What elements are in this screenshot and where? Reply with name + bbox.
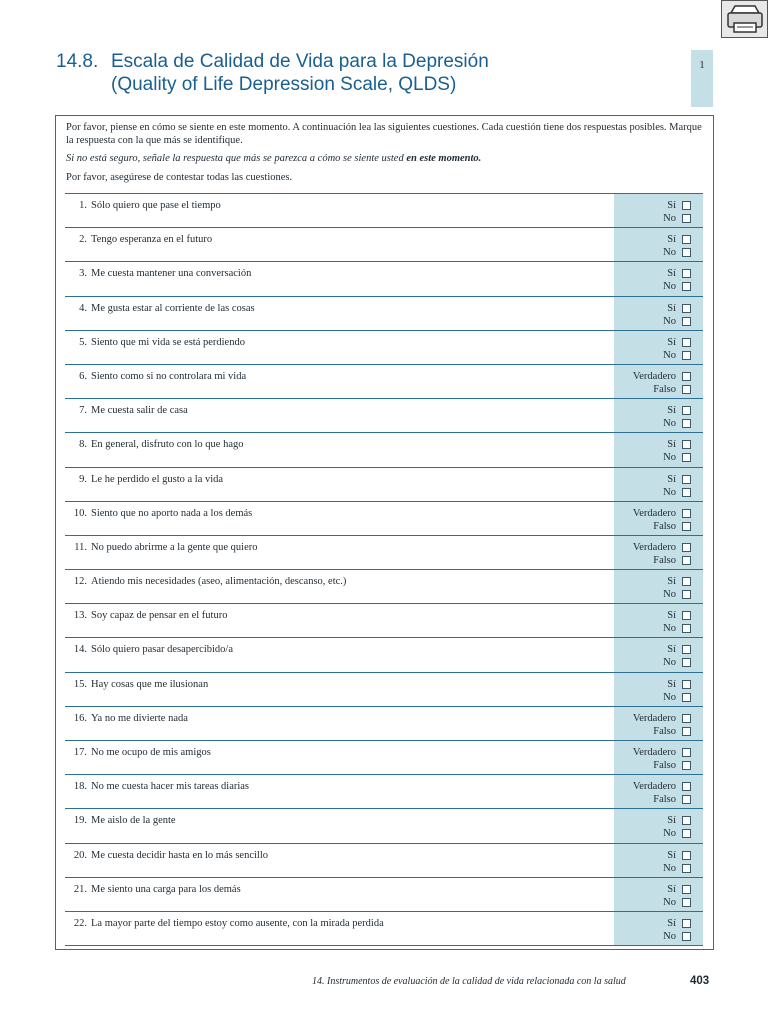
question-text [65, 200, 613, 212]
question-text [65, 747, 613, 759]
answer-cell [614, 228, 703, 261]
option-a-label: Sí [667, 268, 676, 280]
printer-icon [725, 3, 765, 35]
question-number: 21. [73, 883, 87, 895]
question-number: 4. [79, 302, 87, 314]
checkbox[interactable] [682, 851, 691, 860]
question-label: Siento como si no controlara mi vida [91, 370, 247, 382]
checkbox[interactable] [682, 282, 691, 291]
answer-option-a[interactable] [614, 780, 691, 793]
answer-cell [614, 194, 703, 227]
question-label: Me gusta estar al corriente de las cosas [91, 302, 255, 314]
option-a-label: Verdadero [632, 507, 676, 519]
option-a-label: Sí [667, 234, 676, 246]
checkbox[interactable] [682, 761, 691, 770]
option-a-label: Sí [667, 644, 676, 656]
question-number: 14. [73, 644, 87, 656]
question-row [65, 399, 703, 433]
checkbox[interactable] [682, 680, 691, 689]
question-text [65, 576, 613, 588]
checkbox[interactable] [682, 829, 691, 838]
answer-option-a[interactable] [614, 541, 691, 554]
page-number: 403 [690, 975, 710, 987]
option-b-label: No [663, 281, 676, 293]
option-b-label: Falso [653, 725, 676, 737]
answer-option-b[interactable] [614, 315, 691, 328]
answer-option-b[interactable] [614, 280, 691, 293]
question-text [65, 542, 613, 554]
question-label: Me aislo de la gente [91, 815, 176, 827]
answer-cell [614, 741, 703, 774]
question-label: No me cuesta hacer mis tareas diarias [91, 781, 250, 793]
option-b-label: No [663, 589, 676, 601]
question-number: 18. [73, 781, 87, 793]
answer-option-b[interactable] [614, 827, 691, 840]
question-label: No puedo abrirme a la gente que quiero [91, 541, 258, 553]
option-b-label: No [663, 896, 676, 908]
answer-option-a[interactable] [614, 199, 691, 212]
question-number: 3. [79, 268, 87, 280]
answer-option-a[interactable] [614, 267, 691, 280]
answer-option-b[interactable] [614, 862, 691, 875]
checkbox[interactable] [682, 214, 691, 223]
question-text [65, 610, 613, 622]
checkbox[interactable] [682, 727, 691, 736]
question-row [65, 262, 703, 296]
answer-option-b[interactable] [614, 656, 691, 669]
answer-option-a[interactable] [614, 643, 691, 656]
question-row [65, 741, 703, 775]
option-b-label: No [663, 623, 676, 635]
option-b-label: No [663, 862, 676, 874]
question-row [65, 707, 703, 741]
question-text [65, 508, 613, 520]
answer-option-b[interactable] [614, 417, 691, 430]
checkbox[interactable] [682, 748, 691, 757]
question-number: 15. [73, 678, 87, 690]
answer-option-b[interactable] [614, 896, 691, 909]
option-b-label: No [663, 828, 676, 840]
answer-cell [614, 297, 703, 330]
answer-option-a[interactable] [614, 370, 691, 383]
option-b-label: No [663, 486, 676, 498]
answer-option-a[interactable] [614, 609, 691, 622]
title-line-1: Escala de Calidad de Vida para la Depresión [111, 51, 489, 72]
option-a-label: Sí [667, 336, 676, 348]
question-number: 22. [73, 917, 87, 929]
question-row [65, 468, 703, 502]
checkbox[interactable] [682, 488, 691, 497]
answer-option-a[interactable] [614, 849, 691, 862]
checkbox[interactable] [682, 864, 691, 873]
question-row [65, 638, 703, 672]
option-b-label: No [663, 691, 676, 703]
answer-option-b[interactable] [614, 759, 691, 772]
question-row [65, 912, 703, 946]
answer-cell [614, 775, 703, 808]
answer-cell [614, 399, 703, 432]
option-a-label: Sí [667, 439, 676, 451]
question-label: La mayor parte del tiempo estoy como ausente, con la mirada perdida [91, 917, 384, 929]
section-number: 14.8. [56, 51, 99, 72]
question-label: Sólo quiero que pase el tiempo [91, 200, 221, 211]
answer-cell [614, 844, 703, 877]
option-b-label: Falso [653, 554, 676, 566]
option-b-label: Falso [653, 794, 676, 806]
answer-option-b[interactable] [614, 212, 691, 225]
option-a-label: Verdadero [632, 370, 676, 382]
answer-option-b[interactable] [614, 520, 691, 533]
question-row [65, 673, 703, 707]
question-text [65, 679, 613, 691]
question-number: 16. [73, 712, 87, 724]
question-label: Atiendo mis necesidades (aseo, alimentación, descanso, etc.) [91, 576, 347, 588]
question-text [65, 850, 613, 862]
checkbox[interactable] [682, 509, 691, 518]
question-text [65, 815, 613, 827]
checkbox[interactable] [682, 885, 691, 894]
question-table [65, 193, 703, 946]
checkbox[interactable] [682, 453, 691, 462]
question-row [65, 331, 703, 365]
option-a-label: Sí [667, 200, 676, 211]
instructions-p2: Si no está seguro, señale la respuesta que más se parezca a cómo se siente usted en este momento. [66, 153, 482, 164]
option-b-label: No [663, 349, 676, 361]
question-number: 20. [73, 849, 87, 861]
instructions-p1: Por favor, piense en cómo se siente en este momento. A continuación lea las siguientes cuestiones. Cada cuestión tiene dos respuestas posibles. Marque la respuesta con la que más se identifique. [66, 122, 702, 146]
instructions [66, 122, 706, 190]
answer-option-b[interactable] [614, 246, 691, 259]
option-a-label: Sí [667, 302, 676, 314]
checkbox[interactable] [682, 816, 691, 825]
question-row [65, 365, 703, 399]
checkbox[interactable] [682, 201, 691, 210]
question-number: 10. [73, 507, 87, 519]
option-b-label: Falso [653, 760, 676, 771]
answer-option-b[interactable] [614, 349, 691, 362]
answer-option-b[interactable] [614, 554, 691, 567]
answer-cell [614, 707, 703, 740]
checkbox[interactable] [682, 714, 691, 723]
checkbox[interactable] [682, 577, 691, 586]
title-line-2: (Quality of Life Depression Scale, QLDS) [111, 74, 457, 95]
option-a-label: Sí [667, 917, 676, 929]
question-label: Siento que mi vida se está perdiendo [91, 336, 245, 348]
question-label: Me cuesta salir de casa [91, 405, 188, 417]
question-row [65, 878, 703, 912]
answer-cell [614, 673, 703, 706]
checkbox[interactable] [682, 372, 691, 381]
answer-cell [614, 878, 703, 911]
answer-option-a[interactable] [614, 233, 691, 246]
print-button[interactable] [721, 0, 768, 38]
checkbox[interactable] [682, 543, 691, 552]
answer-cell [614, 262, 703, 295]
question-text [65, 337, 613, 349]
option-a-label: Verdadero [632, 541, 676, 553]
question-row [65, 570, 703, 604]
checkbox[interactable] [682, 919, 691, 928]
option-a-label: Sí [667, 849, 676, 861]
checkbox[interactable] [682, 248, 691, 257]
checkbox[interactable] [682, 932, 691, 941]
answer-option-a[interactable] [614, 712, 691, 725]
answer-cell [614, 604, 703, 637]
option-a-label: Sí [667, 610, 676, 622]
question-number: 5. [79, 336, 87, 348]
question-number: 11. [74, 541, 87, 553]
checkbox[interactable] [682, 351, 691, 360]
answer-option-a[interactable] [614, 883, 691, 896]
question-text [65, 918, 613, 930]
page-tab: 1 [691, 50, 713, 107]
answer-option-b[interactable] [614, 486, 691, 499]
question-number: 8. [79, 439, 87, 451]
question-number: 13. [73, 610, 87, 622]
question-row [65, 536, 703, 570]
instructions-p3: Por favor, asegúrese de contestar todas las cuestiones. [66, 171, 293, 183]
answer-option-b[interactable] [614, 725, 691, 738]
answer-option-b[interactable] [614, 588, 691, 601]
question-label: Le he perdido el gusto a la vida [91, 473, 224, 485]
checkbox[interactable] [682, 440, 691, 449]
option-a-label: Sí [667, 883, 676, 895]
question-text [65, 371, 613, 383]
option-b-label: No [663, 452, 676, 464]
question-row [65, 228, 703, 262]
question-label: Tengo esperanza en el futuro [91, 234, 213, 246]
question-text [65, 884, 613, 896]
checkbox[interactable] [682, 419, 691, 428]
answer-option-b[interactable] [614, 622, 691, 635]
checkbox[interactable] [682, 304, 691, 313]
option-a-label: Sí [667, 405, 676, 417]
question-text [65, 713, 613, 725]
checkbox[interactable] [682, 898, 691, 907]
answer-cell [614, 912, 703, 945]
answer-cell [614, 536, 703, 569]
question-number: 9. [79, 473, 87, 485]
question-label: Siento que no aporto nada a los demás [91, 507, 253, 519]
question-text [65, 644, 613, 656]
checkbox[interactable] [682, 693, 691, 702]
checkbox[interactable] [682, 658, 691, 667]
checkbox[interactable] [682, 317, 691, 326]
checkbox[interactable] [682, 590, 691, 599]
checkbox[interactable] [682, 406, 691, 415]
answer-cell [614, 468, 703, 501]
question-text [65, 781, 613, 793]
answer-option-a[interactable] [614, 814, 691, 827]
answer-option-a[interactable] [614, 302, 691, 315]
answer-option-a[interactable] [614, 473, 691, 486]
checkbox[interactable] [682, 235, 691, 244]
question-row [65, 433, 703, 467]
option-a-label: Sí [667, 576, 676, 588]
page-title [56, 50, 489, 96]
question-number: 7. [79, 405, 87, 417]
question-number: 19. [73, 815, 87, 827]
question-text [65, 474, 613, 486]
question-number: 17. [73, 747, 87, 758]
question-text [65, 439, 613, 451]
answer-option-a[interactable] [614, 404, 691, 417]
checkbox[interactable] [682, 624, 691, 633]
checkbox[interactable] [682, 795, 691, 804]
answer-option-b[interactable] [614, 691, 691, 704]
answer-cell [614, 365, 703, 398]
question-text [65, 405, 613, 417]
question-number: 1. [79, 200, 87, 211]
question-row [65, 775, 703, 809]
question-row [65, 194, 703, 228]
checkbox[interactable] [682, 645, 691, 654]
question-label: Sólo quiero pasar desapercibido/a [91, 644, 233, 656]
question-text [65, 268, 613, 280]
option-a-label: Sí [667, 815, 676, 827]
answer-option-a[interactable] [614, 507, 691, 520]
checkbox[interactable] [682, 782, 691, 791]
option-b-label: Falso [653, 383, 676, 395]
option-b-label: Falso [653, 520, 676, 532]
option-b-label: No [663, 930, 676, 942]
question-row [65, 844, 703, 878]
question-number: 2. [79, 234, 87, 246]
answer-cell [614, 502, 703, 535]
checkbox[interactable] [682, 385, 691, 394]
question-label: No me ocupo de mis amigos [91, 747, 211, 758]
question-row [65, 604, 703, 638]
question-number: 12. [73, 576, 87, 588]
question-label: Hay cosas que me ilusionan [91, 678, 209, 690]
answer-cell [614, 638, 703, 671]
checkbox[interactable] [682, 338, 691, 347]
checkbox[interactable] [682, 556, 691, 565]
answer-option-a[interactable] [614, 678, 691, 691]
answer-option-b[interactable] [614, 793, 691, 806]
answer-cell [614, 570, 703, 603]
answer-option-b[interactable] [614, 383, 691, 396]
question-label: Me siento una carga para los demás [91, 883, 241, 895]
question-label: Me cuesta decidir hasta en lo más sencillo [91, 849, 268, 861]
option-b-label: No [663, 657, 676, 669]
option-b-label: No [663, 213, 676, 224]
question-label: Soy capaz de pensar en el futuro [91, 610, 228, 622]
option-b-label: No [663, 247, 676, 259]
option-a-label: Verdadero [632, 712, 676, 724]
answer-option-a[interactable] [614, 746, 691, 759]
option-a-label: Sí [667, 473, 676, 485]
question-row [65, 297, 703, 331]
question-label: En general, disfruto con lo que hago [91, 439, 244, 451]
option-a-label: Verdadero [632, 747, 676, 758]
answer-option-a[interactable] [614, 575, 691, 588]
option-b-label: No [663, 315, 676, 327]
question-row [65, 809, 703, 843]
checkbox[interactable] [682, 269, 691, 278]
checkbox[interactable] [682, 611, 691, 620]
answer-option-b[interactable] [614, 930, 691, 943]
question-text [65, 303, 613, 315]
answer-option-b[interactable] [614, 451, 691, 464]
question-text [65, 234, 613, 246]
option-a-label: Verdadero [632, 781, 676, 793]
answer-cell [614, 433, 703, 466]
option-b-label: No [663, 418, 676, 430]
answer-option-a[interactable] [614, 917, 691, 930]
answer-cell [614, 809, 703, 842]
checkbox[interactable] [682, 522, 691, 531]
answer-option-a[interactable] [614, 336, 691, 349]
question-number: 6. [79, 370, 87, 382]
footer-text: 14. Instrumentos de evaluación de la calidad de vida relacionada con la salud [312, 976, 626, 987]
checkbox[interactable] [682, 475, 691, 484]
answer-option-a[interactable] [614, 438, 691, 451]
answer-cell [614, 331, 703, 364]
question-label: Me cuesta mantener una conversación [91, 268, 252, 280]
question-row [65, 502, 703, 536]
option-a-label: Sí [667, 678, 676, 690]
question-label: Ya no me divierte nada [91, 712, 188, 724]
